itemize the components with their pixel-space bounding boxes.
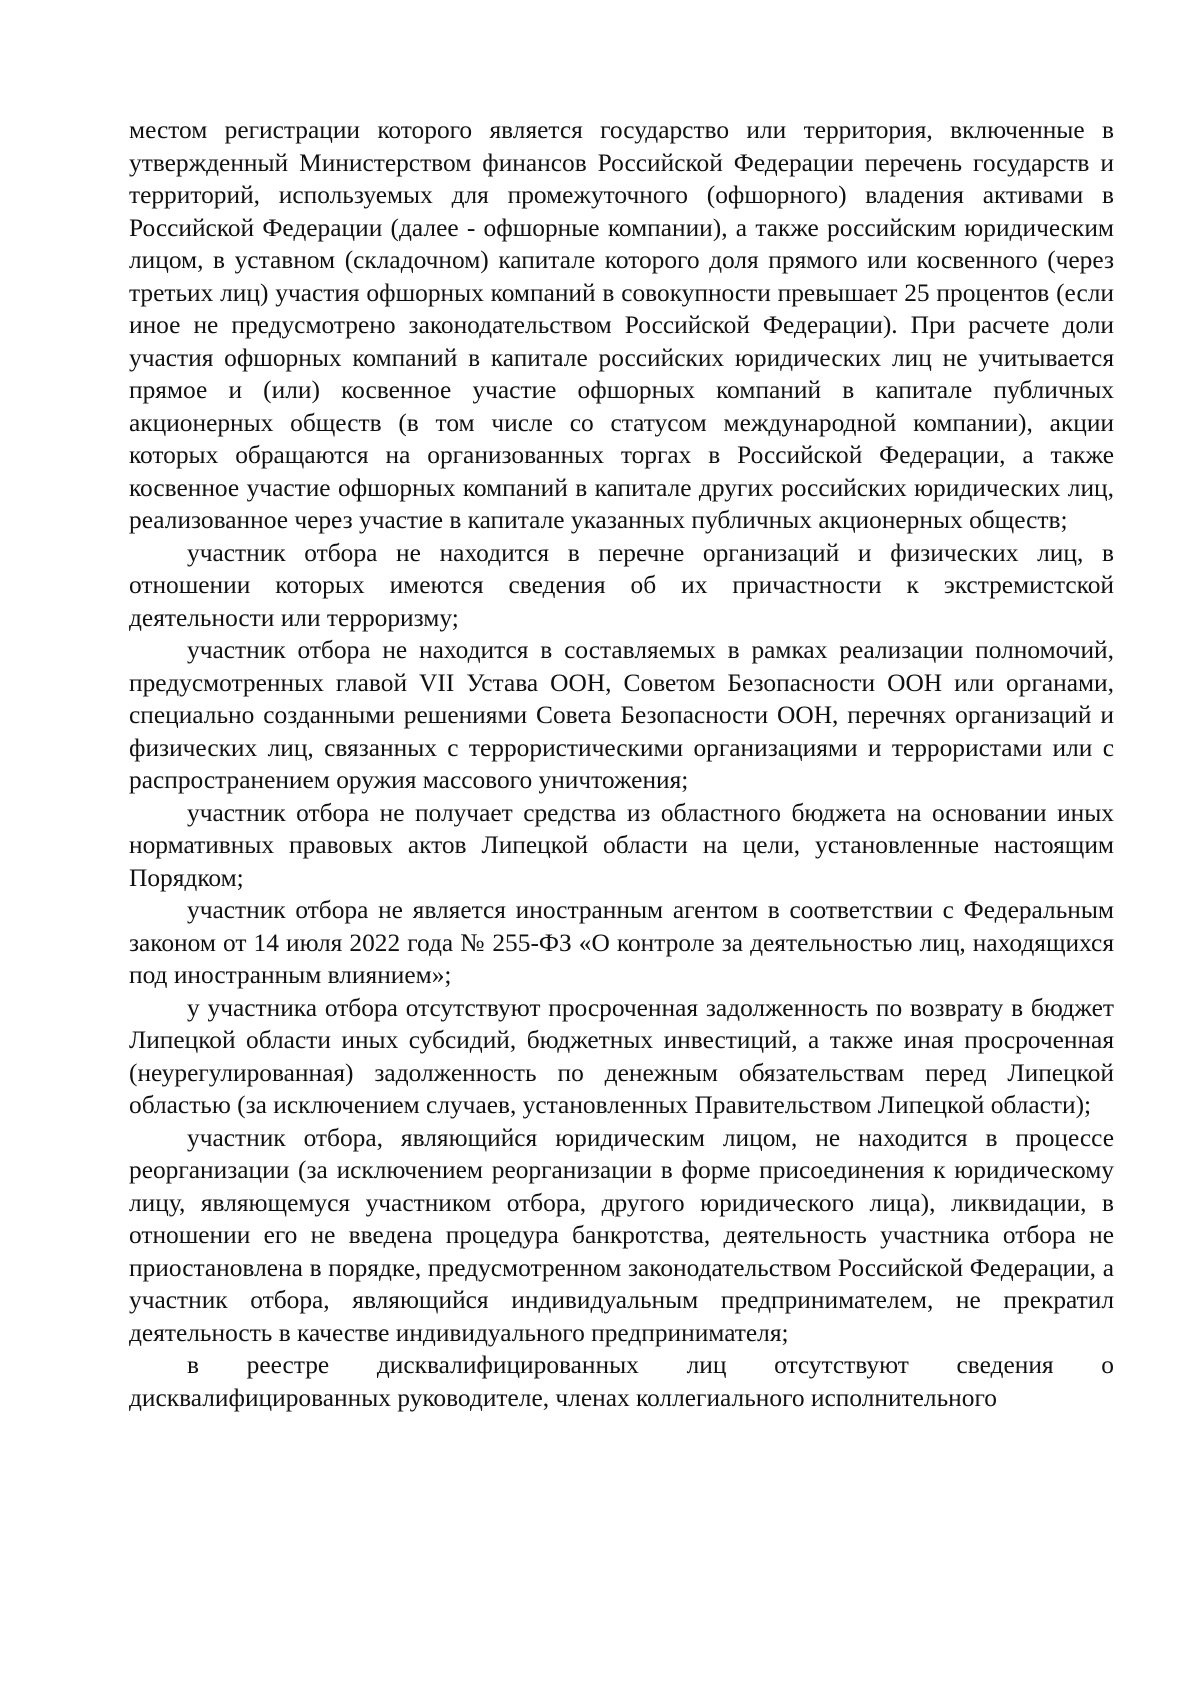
document-page (129, 114, 1114, 1414)
paragraph-regional-budget-funds: участник отбора не получает средства из областного бюджета на основании иных нормативных правовых актов Липецкой области на цели, установленные настоящим Порядком; (129, 798, 1114, 892)
paragraph-reorganization-liquidation: участник отбора, являющийся юридическим лицом, не находится в процессе реорганизации (за исключением реорганизации в форме присоединения к юридическому лицу, являющемуся участником отбора, другого юридического лица), ликвидации, в отношении его не введена процедура банкротства, деятельность участника отбора не приостановлена в порядке, предусмотренном законодательством Российской Федерации, а участник отбора, являющийся индивидуальным предпринимателем, не прекратил деятельность в качестве индивидуального предпринимателя; (129, 1123, 1114, 1347)
paragraph-overdue-debt: у участника отбора отсутствуют просроченная задолженность по возврату в бюджет Липецкой области иных субсидий, бюджетных инвестиций, а также иная просроченная (неурегулированная) задолженность по денежным обязательствам перед Липецкой областью (за исключением случаев, установленных Правительством Липецкой области); (129, 993, 1114, 1119)
paragraph-offshore-continuation: местом регистрации которого является государство или территория, включенные в утвержденный Министерством финансов Российской Федерации перечень государств и территорий, используемых для промежуточного (офшорного) владения активами в Российской Федерации (далее - офшорные компании), а также российским юридическим лицом, в уставном (складочном) капитале которого доля прямого или косвенного (через третьих лиц) участия офшорных компаний в совокупности превышает 25 процентов (если иное не предусмотрено законодательством Российской Федерации). При расчете доли участия офшорных компаний в капитале российских юридических лиц не учитывается прямое и (или) косвенное участие офшорных компаний в капитале публичных акционерных обществ (в том числе со статусом международной компании), акции которых обращаются на организованных торгах в Российской Федерации, а также косвенное участие офшорных компаний в капитале других российских юридических лиц, реализованное через участие в капитале указанных публичных акционерных обществ; (129, 116, 1114, 534)
paragraph-foreign-agent: участник отбора не является иностранным агентом в соответствии с Федеральным законом от 14 июля 2022 года № 255-ФЗ «О контроле за деятельностью лиц, находящихся под иностранным влиянием»; (129, 896, 1114, 989)
paragraph-extremism-list: участник отбора не находится в перечне организаций и физических лиц, в отношении которых имеются сведения об их причастности к экстремистской деятельности или терроризму; (129, 538, 1114, 632)
paragraph-disqualified-persons: в реестре дисквалифицированных лиц отсутствуют сведения о дисквалифицированных руководителе, членах коллегиального исполнительного (129, 1351, 1114, 1412)
paragraph-un-sanctions-list: участник отбора не находится в составляемых в рамках реализации полномочий, предусмотренных главой VII Устава ООН, Советом Безопасности ООН или органами, специально созданными решениями Совета Безопасности ООН, перечнях организаций и физических лиц, связанных с террористическими организациями и террористами или с распространением оружия массового уничтожения; (129, 636, 1114, 794)
